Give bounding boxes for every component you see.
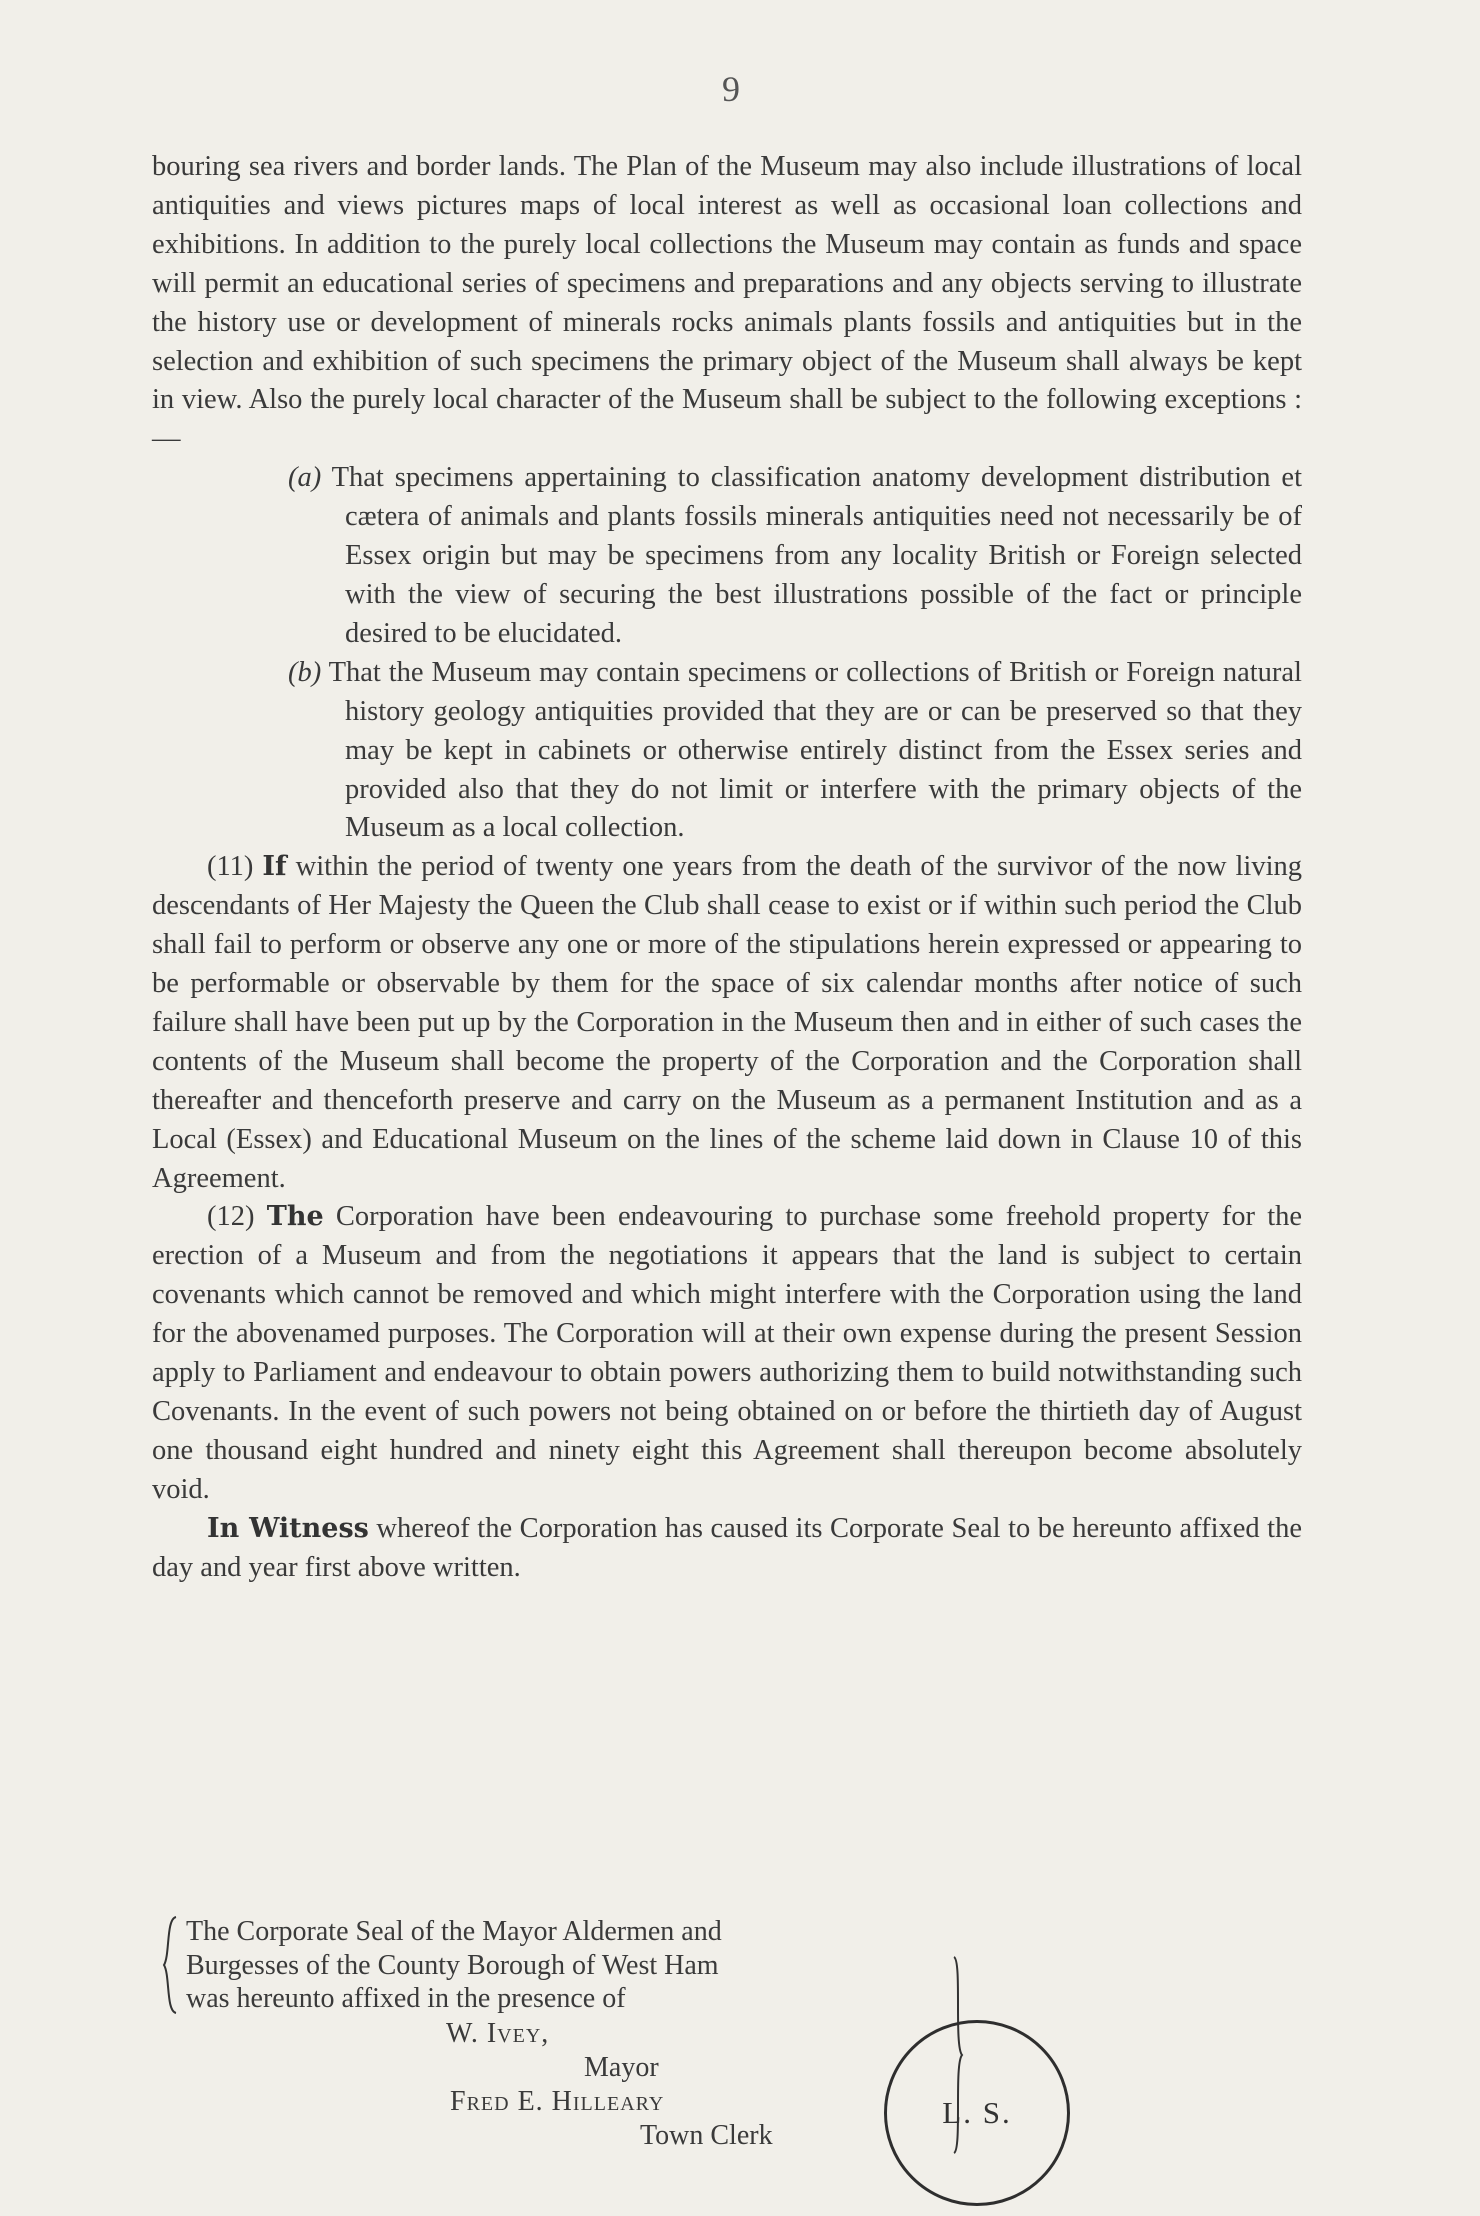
clause-lead-word: If [262, 851, 287, 883]
exception-item-b [152, 654, 1302, 849]
clerk-name: Fred E. Hilleary [450, 2086, 665, 2117]
item-marker: (a) [288, 462, 322, 494]
page-number: 9 [722, 69, 740, 109]
agreement-text [152, 148, 1302, 1588]
clause-number: (12) [207, 1201, 255, 1233]
seal-statement-line: The Corporate Seal of the Mayor Aldermen and [186, 1916, 722, 1947]
mayor-name: W. Ivey, [446, 2018, 550, 2049]
clause-text: Corporation have been endeavouring to purchase some freehold property for the erection of a Museum and from the negotiations it appears that the land is subject to certain covenants which cannot be removed and which might interfere with the Corporation using the land for the abovenamed purposes. The Corporation will at their own expense during the present Session apply to Parliament and endeavour to obtain powers authorizing them to build notwithstanding such Covenants. In the event of such powers not being obtained on or before the thirtieth day of August one thousand eight hundred and ninety eight this Agreement shall thereupon become absolutely void. [152, 1201, 1303, 1505]
clause-12 [152, 1198, 1302, 1509]
paragraph-continuation: bouring sea rivers and border lands. The Plan of the Museum may also include illustrations of local antiquities and views pictures maps of local interest as well as occasional loan collections and exhibitions. In addition to the purely local collections the Museum may contain as funds and space will permit an educational series of specimens and preparations and any objects serving to illustrate the history use or development of minerals rocks animals plants fossils and antiquities but in the selection and exhibition of such specimens the primary object of the Museum shall always be kept in view. Also the purely local character of the Museum shall be subject to the following exceptions :— [152, 151, 1302, 455]
clause-number: (11) [207, 851, 254, 883]
sealing-block [152, 1915, 1302, 2155]
left-brace [160, 1915, 180, 2015]
mayor-title: Mayor [584, 2052, 659, 2083]
witness-lead: In Witness [207, 1512, 369, 1544]
item-marker: (b) [288, 656, 322, 688]
item-text: That specimens appertaining to classification anatomy development distribution et cætera of animals and plants fossils minerals antiquities need not necessarily be of Essex origin but may be specimens from any locality British or Foreign selected with the view of securing the best illustrations possible of the fact or principle desired to be elucidated. [331, 462, 1302, 649]
seal-statement-line: Burgesses of the County Borough of West Ham [186, 1949, 719, 1981]
item-text: That the Museum may contain specimens or collections of British or Foreign natural history geology antiquities provided that they are or can be preserved so that they may be kept in cabinets or otherwise entirely distinct from the Essex series and provided also that they do not limit or interfere with the primary objects of the Museum as a local collection. [328, 656, 1302, 844]
witness-text: whereof the Corporation has caused its Corporate Seal to be hereunto affixed the day and year first above written. [152, 1512, 1303, 1583]
clause-11 [152, 848, 1302, 1198]
witness-clause [152, 1510, 1302, 1588]
corporate-seal [884, 2020, 1070, 2206]
clause-lead-word: The [266, 1201, 324, 1233]
clerk-title: Town Clerk [640, 2120, 773, 2151]
clause-text: within the period of twenty one years from the death of the survivor of the now living descendants of Her Majesty the Queen the Club shall cease to exist or if within such period the Club shall fail to perform or observe any one or more of the stipulations herein expressed or appearing to be performable or observable by them for the space of six calendar months after notice of such failure shall have been put up by the Corporation in the Museum then and in either of such cases the contents of the Museum shall become the property of the Corporation and the Corporation shall thereafter and thenceforth preserve and carry on the Museum as a permanent Institution and as a Local (Essex) and Educational Museum on the lines of the scheme laid down in Clause 10 of this Agreement. [152, 851, 1303, 1194]
seal-statement-line: was hereunto affixed in the presence of [186, 1983, 626, 2014]
exception-item-a [152, 459, 1302, 654]
seal-label: L. S. [942, 2095, 1012, 2130]
